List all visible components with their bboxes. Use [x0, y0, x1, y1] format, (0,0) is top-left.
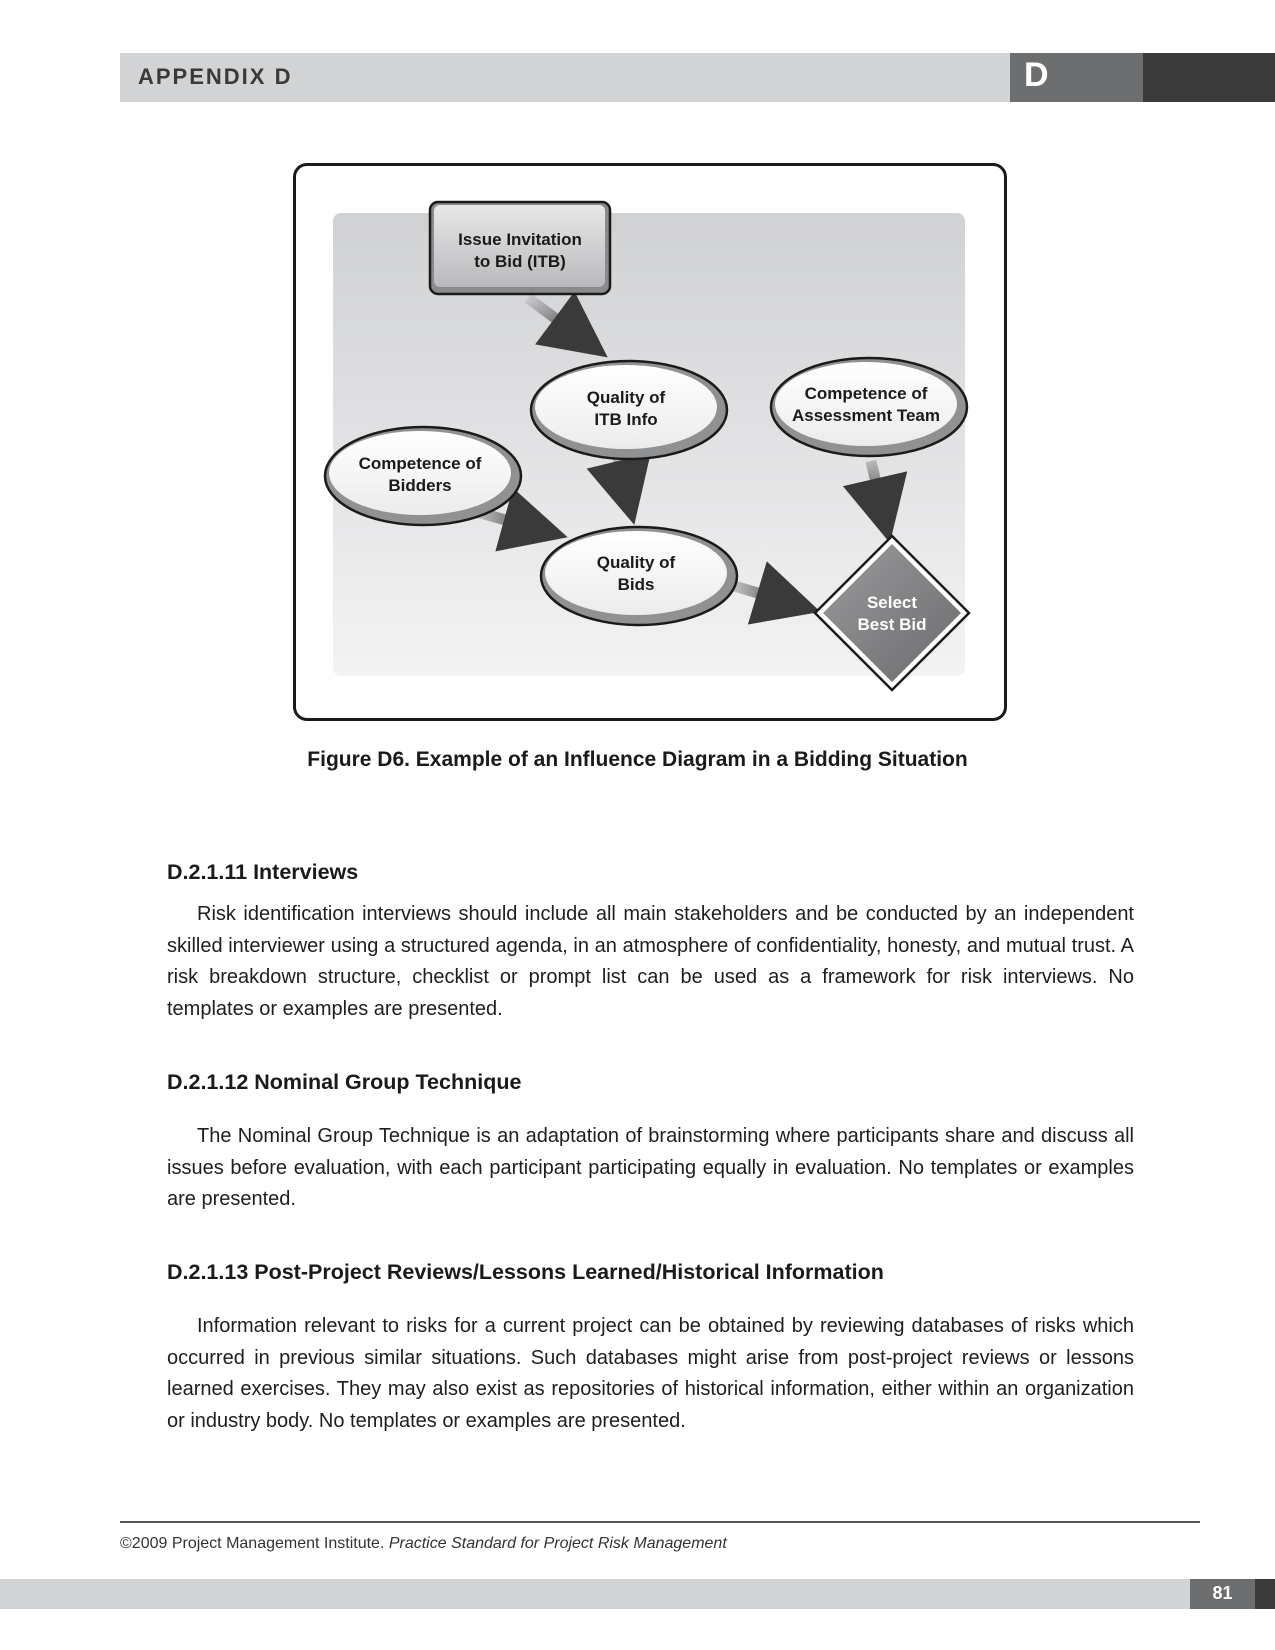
section-heading-post-project: D.2.1.13 Post-Project Reviews/Lessons Learned/Historical Information [167, 1260, 884, 1284]
node-competence-team [771, 358, 967, 456]
node-quality-itb-line1: Quality of [586, 388, 666, 407]
page-header-title: APPENDIX D [138, 64, 293, 89]
section-text-nominal-group: The Nominal Group Technique is an adaptation of brainstorming where participants share and discuss all issues before evaluation, with each participant participating equally in evaluation. No templates or examples are presented. [167, 1125, 1134, 1210]
footer-rule [120, 1521, 1200, 1523]
section-text-post-project: Information relevant to risks for a current project can be obtained by reviewing databases of risks which occurred in previous similar situations. Such databases might arise from post-project reviews or lessons learned exercises. They may also exist as repositories of historical information, either within an organization or industry body. No templates or examples are presented. [167, 1315, 1134, 1432]
node-team-line1: Competence of [804, 384, 928, 403]
node-issue-itb [430, 202, 610, 294]
page-number: 81 [1212, 1583, 1233, 1603]
node-quality-itb-line2: ITB Info [594, 410, 658, 429]
node-quality-itb [531, 361, 727, 459]
node-itb-line2: to Bid (ITB) [474, 252, 566, 271]
footer-citation [120, 1535, 727, 1553]
node-select-line1: Select [866, 593, 918, 612]
header-dark-block [1143, 53, 1275, 102]
node-select-line2: Best Bid [857, 615, 927, 634]
appendix-letter: D [1024, 56, 1049, 94]
figure-caption: Figure D6. Example of an Influence Diagram in a Bidding Situation [307, 748, 968, 771]
node-quality-bids [541, 527, 737, 625]
footer-book-title: Practice Standard for Project Risk Management [388, 1535, 727, 1552]
section-text-interviews: Risk identification interviews should include all main stakeholders and be conducted by an independent skilled interviewer using a structured agenda, in an atmosphere of confidentiality, honesty, and mutual trust. A risk breakdown structure, checklist or prompt list can be used as a framework for risk interviews. No templates or examples are presented. [167, 903, 1134, 1020]
page-dark-block [1255, 1579, 1275, 1609]
node-bids-line2: Bids [617, 575, 655, 594]
section-heading-nominal-group: D.2.1.12 Nominal Group Technique [167, 1070, 522, 1094]
footer-copyright: ©2009 Project Management Institute. [120, 1535, 389, 1552]
footer-bar [0, 1579, 1190, 1609]
node-bidders-line1: Competence of [358, 454, 482, 473]
node-itb-line1: Issue Invitation [458, 230, 582, 249]
node-bidders-line2: Bidders [388, 476, 452, 495]
node-competence-bidders [325, 427, 521, 525]
influence-diagram [293, 163, 1007, 721]
node-bids-line1: Quality of [596, 553, 676, 572]
node-team-line2: Assessment Team [791, 406, 941, 425]
section-heading-interviews: D.2.1.11 Interviews [167, 860, 359, 884]
